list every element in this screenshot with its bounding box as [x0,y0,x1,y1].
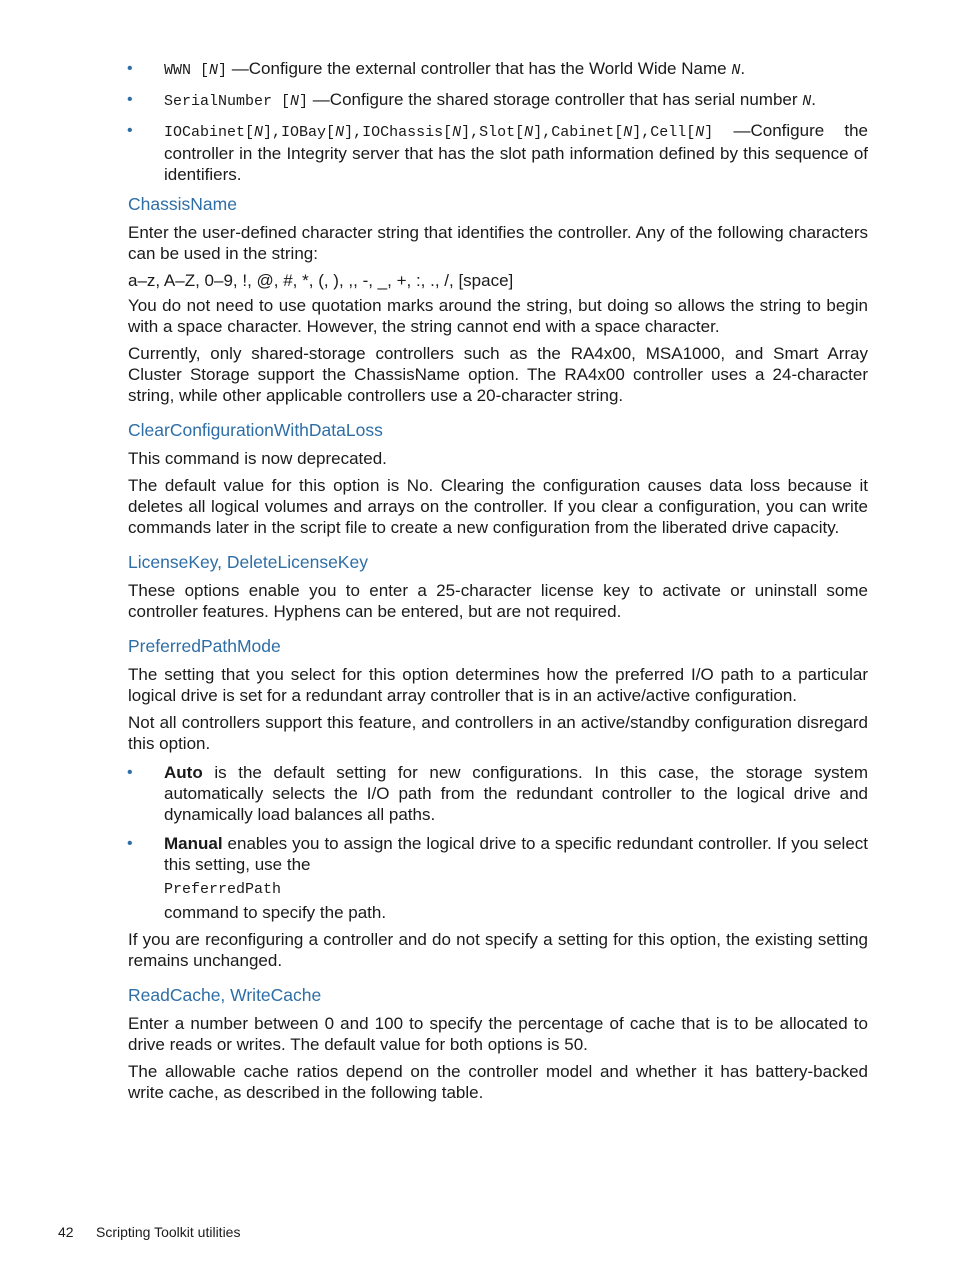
paragraph: The default value for this option is No. Clearing the configuration causes data loss because it deletes all logical volumes and arrays on the controller. If you clear a configuration, you can write commands later in the script file to create a new configuration from the liberated drive capacity. [128,476,868,537]
code-slot-path: IOCabinet[N],IOBay[N],IOChassis[N],Slot[N],Cabinet[N],Cell[N] [164,124,714,141]
paragraph: These options enable you to enter a 25-character license key to activate or uninstall some controller features. Hyphens can be entered, but are not required. [128,581,868,621]
section-heading: ReadCache, WriteCache [128,985,322,1005]
list-item-manual: • Manual enables you to assign the logical drive to a specific redundant controller. If you select this setting, use the PreferredPath command to specify the path. [127,834,868,922]
term-manual: Manual [164,834,223,853]
section-read-write-cache [128,984,868,1103]
section-heading: ClearConfigurationWithDataLoss [128,420,383,440]
bullet-icon: • [127,122,133,139]
list-item-serial-number: • SerialNumber [N] —Configure the shared storage controller that has serial number N. [127,90,817,110]
footer-title: Scripting Toolkit utilities [96,1224,241,1240]
section-heading: PreferredPathMode [128,636,281,656]
paragraph: Enter a number between 0 and 100 to specify the percentage of cache that is to be allocated to drive reads or writes. The default value for both options is 50. [128,1014,868,1054]
list-item-wwn: • WWN [N] —Configure the external controller that has the World Wide Name N. [127,59,746,79]
bullet-icon: • [127,60,133,77]
code-wwn: WWN [N] [164,62,228,79]
paragraph: Enter the user-defined character string that identifies the controller. Any of the following characters can be used in the string: [128,223,868,263]
paragraph: Currently, only shared-storage controllers such as the RA4x00, MSA1000, and Smart Array Cluster Storage support the ChassisName option. The RA4x00 controller uses a 24-character string, while other applicable controllers use a 20-character string. [128,344,868,405]
section-license-key [128,551,868,622]
code-serial-number: SerialNumber [N] [164,93,309,110]
paragraph: This command is now deprecated. [128,449,387,468]
paragraph: command to specify the path. [164,903,387,922]
list-item-slot-path: • IOCabinet[N],IOBay[N],IOChassis[N],Slot[N],Cabinet[N],Cell[N] —Configure the controller in the Integrity server that has the slot path information defined by this sequence of identifiers. [127,121,868,184]
paragraph: If you are reconfiguring a controller and do not specify a setting for this option, the existing setting remains unchanged. [128,930,868,970]
bullet-icon: • [127,835,133,852]
option-format-list [128,58,868,185]
page-number: 42 [58,1224,74,1240]
list-item-auto: • Auto is the default setting for new configurations. In this case, the storage system automatically selects the I/O path from the redundant controller to the logical drive and dynamically load balances all paths. [127,763,868,824]
section-clear-configuration [128,419,868,538]
page-footer [58,1222,240,1243]
section-preferred-path-mode [128,635,868,971]
code-preferred-path: PreferredPath [164,881,282,898]
paragraph: Not all controllers support this feature, and controllers in an active/standby configuration disregard this option. [128,713,868,753]
page-content [128,58,868,1109]
paragraph: The allowable cache ratios depend on the controller model and whether it has battery-backed write cache, as described in the following table. [128,1062,868,1102]
term-auto: Auto [164,763,203,782]
section-heading: LicenseKey, DeleteLicenseKey [128,552,368,572]
allowed-characters: a–z, A–Z, 0–9, !, @, #, *, (, ), ,, -, _, +, :, ., /, [space] [128,271,514,290]
section-heading: ChassisName [128,194,237,214]
paragraph: The setting that you select for this option determines how the preferred I/O path to a particular logical drive is set for a redundant array controller that is in an active/active configuration. [128,665,868,705]
bullet-icon: • [127,91,133,108]
mode-list [128,762,868,923]
paragraph: You do not need to use quotation marks around the string, but doing so allows the string to begin with a space character. However, the string cannot end with a space character. [128,296,868,336]
bullet-icon: • [127,764,133,781]
section-chassis-name [128,193,868,406]
